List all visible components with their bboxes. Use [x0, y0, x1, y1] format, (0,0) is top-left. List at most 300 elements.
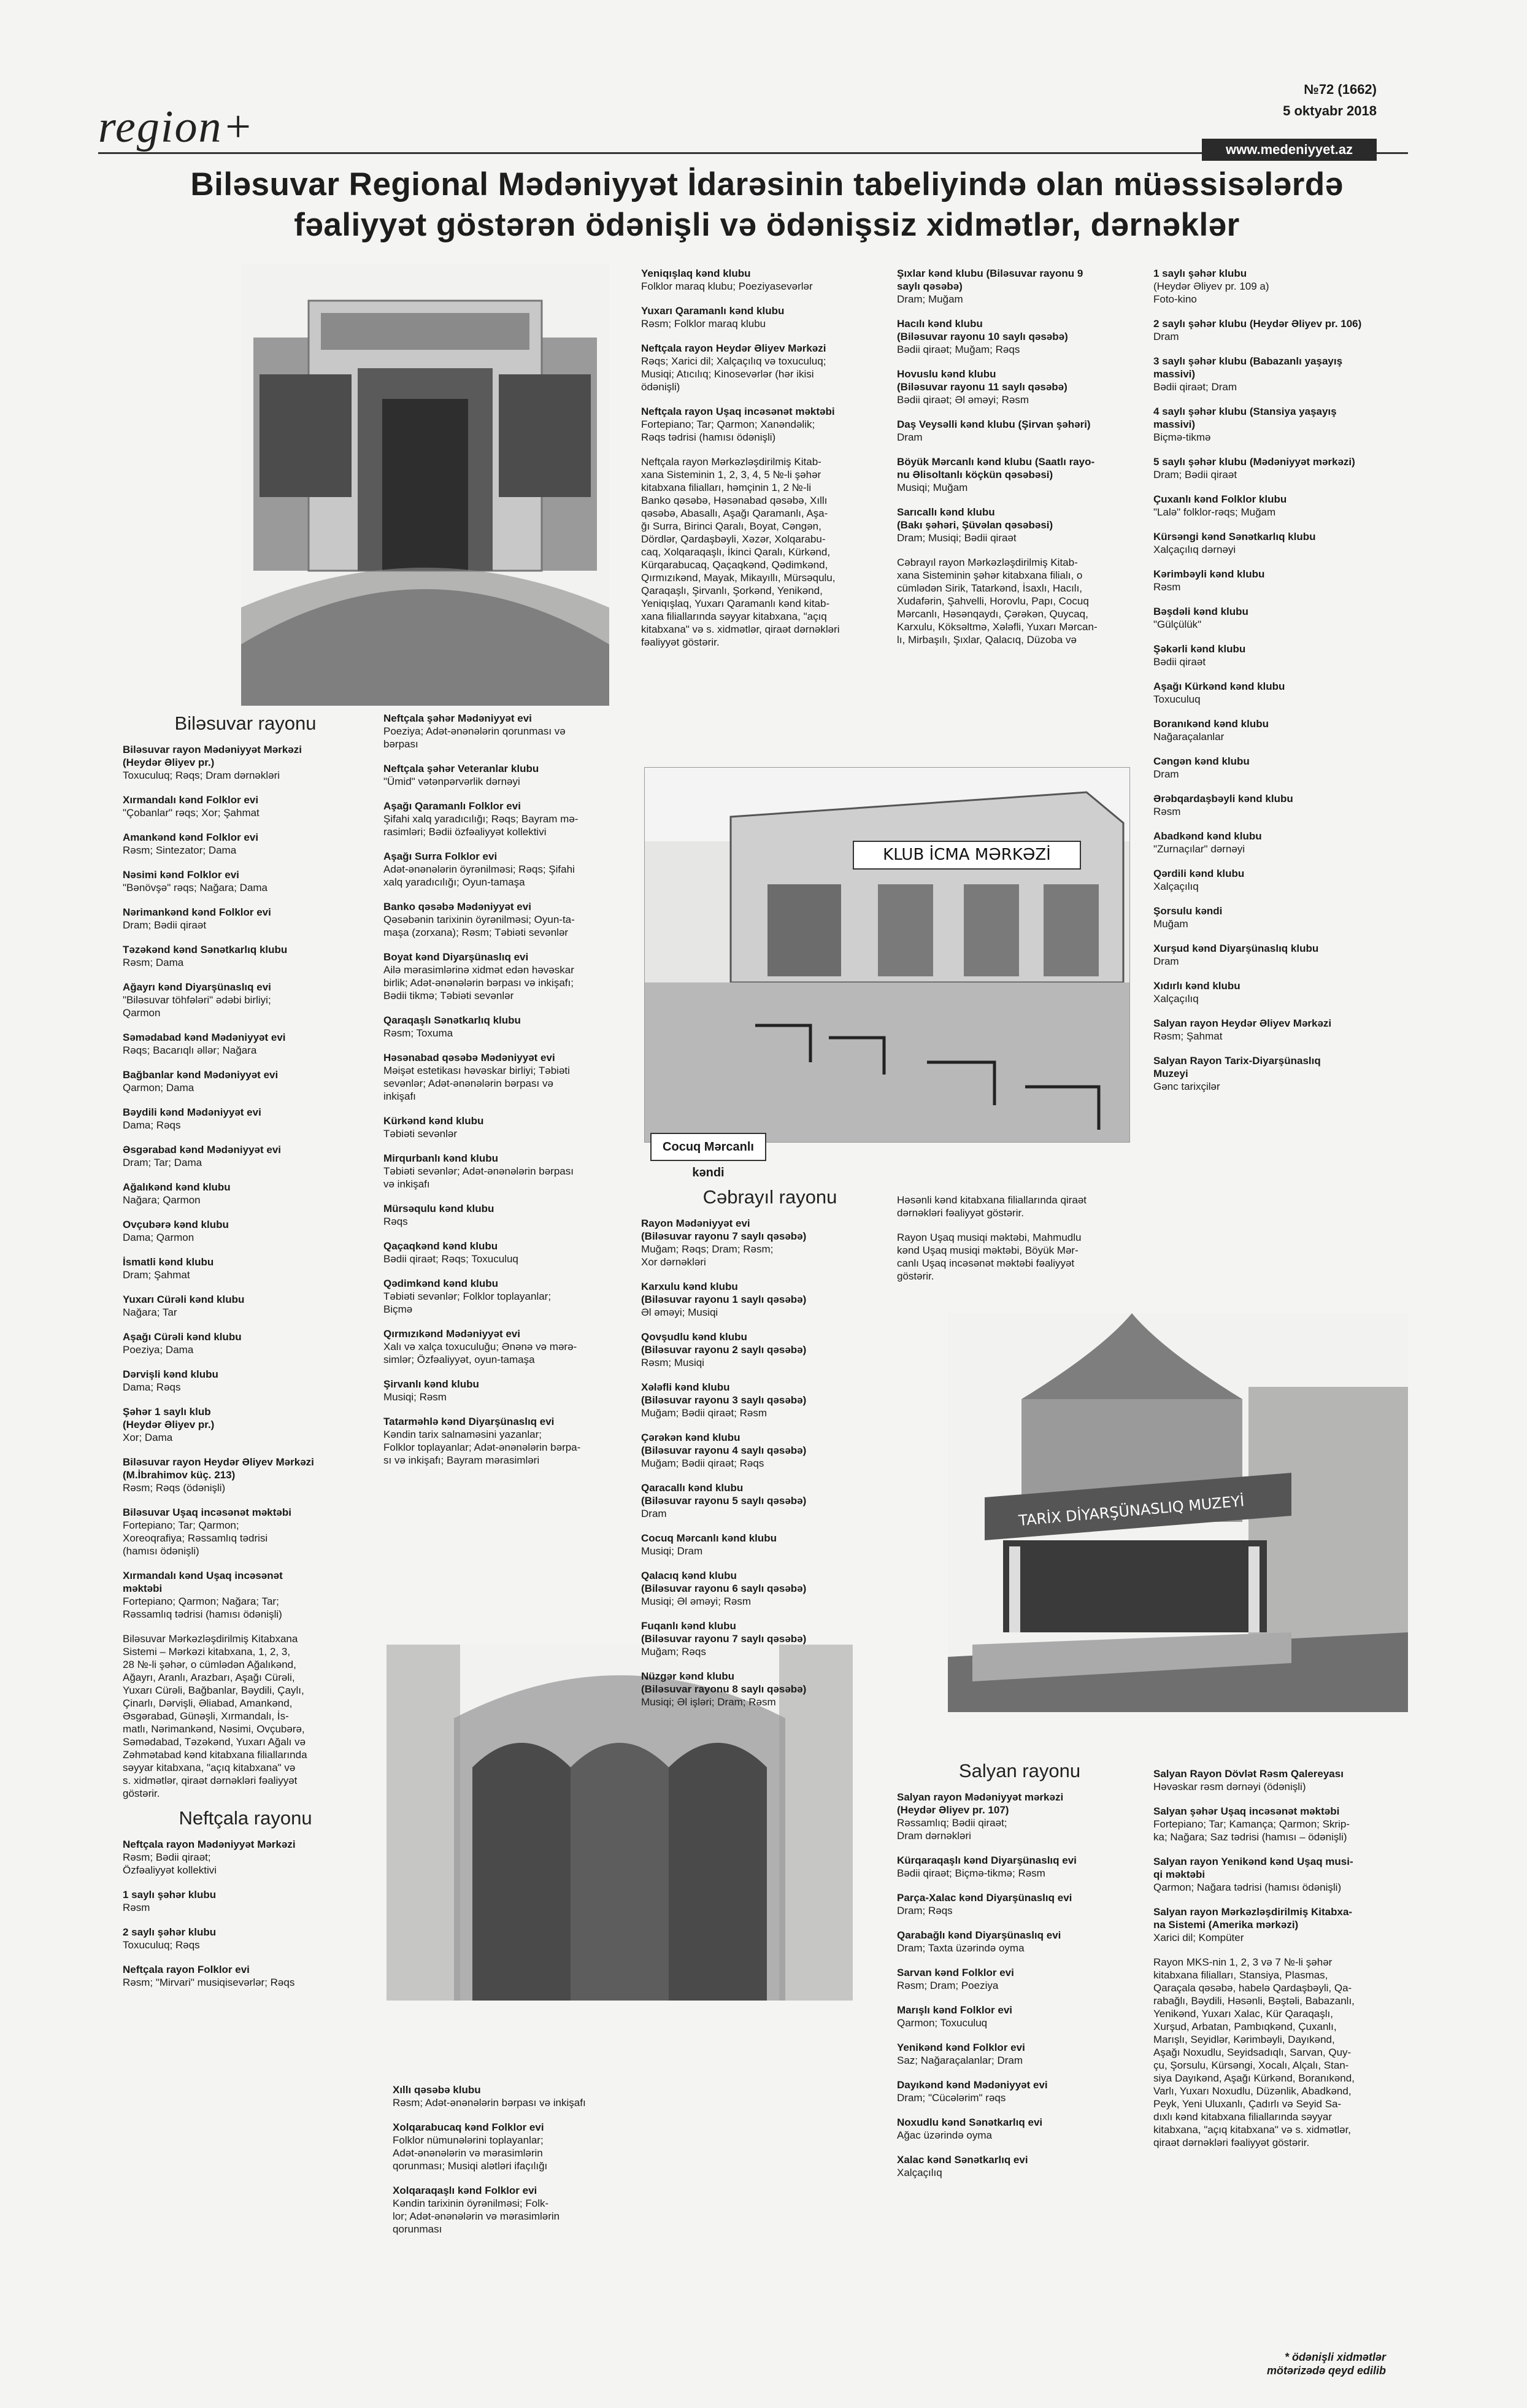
list-item	[383, 712, 629, 751]
website-badge[interactable]: www.medeniyyet.az	[1202, 139, 1377, 161]
list-item	[641, 304, 899, 330]
item-title: 1 saylı şəhər klubu	[1153, 268, 1247, 279]
list-item	[383, 850, 629, 889]
item-title: Xırmandalı kənd Folklor evi	[123, 794, 259, 806]
list-item	[123, 1068, 368, 1094]
item-description: Təbiəti sevənlər; Adət-ənənələrin bərpası və inkişafı	[383, 1165, 574, 1190]
item-description: Qarmon; Toxuculuq	[897, 2017, 988, 2029]
item-title: Neftçala rayon Uşaq incəsənət məktəbi	[641, 406, 835, 417]
item-title: Nəsimi kənd Folklor evi	[123, 869, 239, 881]
list-item	[897, 1854, 1142, 1880]
item-title: Amankənd kənd Folklor evi	[123, 832, 259, 843]
item-title: Xalac kənd Sənətkarlıq evi	[897, 2154, 1028, 2166]
list-item	[123, 1405, 368, 1444]
item-title: Noxudlu kənd Sənətkarlıq evi	[897, 2117, 1043, 2128]
item-title: Salyan şəhər Uşaq incəsənət məktəbi	[1153, 1805, 1340, 1817]
item-description: "Zurnaçılar" dərnəyi	[1153, 843, 1245, 855]
item-title: Şirvanlı kənd klubu	[383, 1378, 479, 1390]
section-heading-cebrayil: Cəbrayıl rayonu	[702, 1186, 837, 1208]
item-title: Xələfli kənd klubu (Biləsuvar rayonu 3 saylı qəsəbə)	[641, 1381, 807, 1406]
list-item	[641, 1431, 899, 1470]
item-title: Qaracallı kənd klubu (Biləsuvar rayonu 5 saylı qəsəbə)	[641, 1482, 807, 1507]
item-title: Qaçaqkənd kənd klubu	[383, 1240, 498, 1252]
footnote-line-1: * ödənişli xidmətlər	[1284, 2351, 1386, 2363]
item-title: 3 saylı şəhər klubu (Babazanlı yaşayış massivi)	[1153, 355, 1343, 380]
list-item	[383, 1277, 629, 1316]
list-item	[383, 762, 629, 788]
list-item	[641, 405, 899, 444]
item-description: Rəsm	[123, 1902, 150, 1913]
item-description: Rəsm; Toxuma	[383, 1027, 453, 1039]
list-item	[383, 951, 629, 1002]
item-description: Dama; Rəqs	[123, 1381, 181, 1393]
item-description: Rəsm	[1153, 806, 1181, 817]
list-item	[641, 1381, 899, 1419]
item-title: Xolqarabucaq kənd Folklor evi	[393, 2121, 544, 2133]
item-title: Ağayrı kənd Diyarşünaslıq evi	[123, 981, 271, 993]
list-item	[383, 900, 629, 939]
item-title: Bağbanlar kənd Mədəniyyət evi	[123, 1069, 279, 1081]
item-title: 2 saylı şəhər klubu (Heydər Əliyev pr. 106)	[1153, 318, 1362, 330]
item-title: Çuxanlı kənd Folklor klubu	[1153, 493, 1287, 505]
item-description: Toxuculuq; Rəqs	[123, 1939, 200, 1951]
item-title: Karxulu kənd klubu (Biləsuvar rayonu 1 saylı qəsəbə)	[641, 1281, 807, 1305]
item-description: Məişət estetikası həvəskar birliyi; Təbiəti sevənlər; Adət-ənənələrin bərpası və inkişafı	[383, 1065, 570, 1102]
item-description: Rəsm; Dram; Poeziya	[897, 1980, 999, 1991]
item-title: Yuxarı Qaramanlı kənd klubu	[641, 305, 785, 317]
issue-number: №72 (1662)	[1304, 82, 1377, 97]
museum-sign-text: TARİX DİYARŞÜNASLIQ MUZEYİ	[1018, 1492, 1245, 1530]
item-title: Kürkənd kənd klubu	[383, 1115, 484, 1127]
list-item	[897, 418, 1142, 444]
list-item	[383, 800, 629, 838]
column-bilesuvar	[123, 712, 368, 2001]
library-paragraph: Biləsuvar Mərkəzləşdirilmiş Kitabxana Sistemi – Mərkəzi kitabxana, 1, 2, 3, 28 №-li şəhər, o cümlədən Ağalıkənd, Ağayrı, Aranlı, Arazbarı, Aşağı Cürəli, Yuxarı Cürəli, Bağbanlar, Bəydili, Çaylı, Çinarlı, Dərvişli, Əliabad, Amankənd, Əsgərabad, Günəşli, Xırmandalı, İs- matlı, Nərimankənd, Nəsimi, Ovçubərə, Səmədabad, Təzəkənd, Yuxarı Ağalı və Zəhmətabad kənd kitabxana filiallarında səyyar kitabxana, "açıq kitabxana" və s. xidmətlər, qiraət dərnəkləri fəaliyyət göstərir.	[123, 1633, 307, 1799]
item-title: Boranıkənd kənd klubu	[1153, 718, 1269, 730]
list-item	[641, 1532, 899, 1557]
item-title: Xırmandalı kənd Uşaq incəsənət məktəbi	[123, 1570, 283, 1594]
item-title: Salyan rayon Heydər Əliyev Mərkəzi	[1153, 1017, 1332, 1029]
list-item	[1153, 1767, 1411, 1793]
list-item	[123, 1031, 368, 1057]
headline-line-1: Biləsuvar Regional Mədəniyyət İdarəsinin tabeliyində olan müəssisələrdə	[190, 166, 1344, 203]
item-title: İsmatli kənd klubu	[123, 1256, 214, 1268]
item-title: Xıdırlı kənd klubu	[1153, 980, 1240, 992]
item-title: Qərdili kənd klubu	[1153, 868, 1245, 879]
list-item	[641, 1217, 899, 1268]
list-item	[1153, 405, 1411, 444]
list-item	[897, 455, 1142, 494]
building-photo	[241, 264, 609, 706]
list-item	[897, 2004, 1142, 2029]
list-item	[1153, 643, 1411, 668]
list-item	[897, 2116, 1142, 2142]
item-description: Musiqi; Dram	[641, 1545, 703, 1557]
item-title: Dərvişli kənd klubu	[123, 1368, 218, 1380]
section-heading-neftcala: Neftçala rayonu	[179, 1807, 312, 1829]
item-description: Folklor maraq klubu; Poeziyasevərlər	[641, 280, 813, 292]
item-description: Rəsm; Musiqi	[641, 1357, 704, 1368]
list-item	[1153, 905, 1411, 930]
item-description: Dama; Qarmon	[123, 1232, 194, 1243]
item-description: Rəqs; Xarici dil; Xalçaçılıq və toxuculuq; Musiqi; Atıcılıq; Kinosevərlər (hər ikisi ödənişli)	[641, 355, 826, 393]
list-item	[123, 1330, 368, 1356]
section-heading-salyan: Salyan rayonu	[958, 1760, 1081, 1781]
list-item	[393, 2083, 638, 2109]
list-item	[123, 793, 368, 819]
item-description: Rəsm; Bədii qiraət; Özfəaliyyət kollektivi	[123, 1851, 217, 1876]
item-title: Daş Veysəlli kənd klubu (Şirvan şəhəri)	[897, 419, 1091, 430]
item-description: Musiqi; Muğam	[897, 482, 968, 493]
item-description: Rəsm; Sintezator; Dama	[123, 844, 237, 856]
item-description: Rəssamlıq; Bədii qiraət; Dram dərnəkləri	[897, 1817, 1007, 1842]
item-description: "Biləsuvar töhfələri" ədəbi birliyi; Qarmon	[123, 994, 271, 1019]
item-title: Böyük Mərcanlı kənd klubu (Saatlı rayo- nu Əlisoltanlı köçkün qəsəbəsi)	[897, 456, 1095, 480]
item-description: Rəsm; Folklor maraq klubu	[641, 318, 766, 330]
region-logo: region+	[98, 102, 255, 152]
item-title: Yeniqışlaq kənd klubu	[641, 268, 751, 279]
item-description: Ağac üzərində oyma	[897, 2129, 992, 2141]
item-description: Qarmon; Nağara tədrisi (hamısı ödənişli)	[1153, 1881, 1342, 1893]
list-item	[897, 267, 1142, 306]
page-headline	[123, 164, 1411, 245]
item-description: Ailə mərasimlərinə xidmət edən həvəskar birlik; Adət-ənənələrin bərpası və inkişafı; Bədii tikmə; Təbiəti sevənlər	[383, 964, 574, 1001]
item-title: Əsgərabad kənd Mədəniyyət evi	[123, 1144, 281, 1156]
list-item	[1153, 1017, 1411, 1043]
item-description: Bədii qiraət; Muğam; Rəqs	[897, 344, 1020, 355]
footnote-line-2: mötərizədə qeyd edilib	[1266, 2364, 1386, 2377]
item-description: Muğam; Rəqs; Dram; Rəsm; Xor dərnəkləri	[641, 1243, 774, 1268]
list-item	[123, 868, 368, 894]
museum-photo	[948, 1313, 1408, 1712]
footnote	[1267, 2350, 1386, 2377]
item-description: Bədii qiraət; Əl əməyi; Rəsm	[897, 394, 1029, 406]
item-title: Xolqaraqaşlı kənd Folklor evi	[393, 2185, 537, 2196]
item-title: Aşağı Cürəli kənd klubu	[123, 1331, 242, 1343]
item-title: Səmədabad kənd Mədəniyyət evi	[123, 1032, 286, 1043]
list-item	[641, 1670, 899, 1708]
item-title: Yuxarı Cürəli kənd klubu	[123, 1294, 245, 1305]
list-item	[123, 1926, 368, 1951]
list-item	[123, 1106, 368, 1132]
list-item	[383, 1202, 629, 1228]
item-description: Dram; Taxta üzərində oyma	[897, 1942, 1025, 1954]
list-item	[1153, 355, 1411, 393]
item-title: Parça-Xalac kənd Diyarşünaslıq evi	[897, 1892, 1072, 1904]
list-item	[383, 1415, 629, 1467]
section-heading-bilesuvar: Biləsuvar rayonu	[174, 712, 317, 734]
list-item	[1153, 1905, 1411, 1944]
item-description: Xalçaçılıq	[897, 2167, 942, 2178]
item-title: Bəydili kənd Mədəniyyət evi	[123, 1106, 261, 1118]
item-description: Şifahi xalq yaradıcılığı; Rəqs; Bayram mə- rasimləri; Bədii özfəaliyyət kollektivi	[383, 813, 579, 838]
item-description: Bədii qiraət	[1153, 656, 1206, 668]
list-item	[383, 1240, 629, 1265]
item-description: Dram; Rəqs	[897, 1905, 953, 1916]
cebrayil-library-paragraph-2: Həsənli kənd kitabxana filiallarında qiraət dərnəkləri fəaliyyət göstərir.	[897, 1194, 1087, 1219]
list-item	[897, 2041, 1142, 2067]
list-item	[897, 1966, 1142, 1992]
list-item	[897, 506, 1142, 544]
item-title: Aşağı Surra Folklor evi	[383, 851, 498, 862]
item-title: Aşağı Kürkənd kənd klubu	[1153, 681, 1285, 692]
item-title: Şəkərli kənd klubu	[1153, 643, 1246, 655]
column-salyan-3	[1153, 1767, 1411, 2161]
item-title: Kürsəngi kənd Sənətkarlıq klubu	[1153, 531, 1316, 542]
item-description: Həvəskar rəsm dərnəyi (ödənişli)	[1153, 1781, 1306, 1792]
item-description: Dram; Musiqi; Bədii qiraət	[897, 532, 1017, 544]
item-description: Musiqi; Əl əməyi; Rəsm	[641, 1596, 752, 1607]
klub-illustration	[645, 768, 1129, 1142]
item-title: Qaraqaşlı Sənətkarlıq klubu	[383, 1014, 521, 1026]
item-description: Dram; Bədii qiraət	[1153, 469, 1237, 480]
item-title: Cəngən kənd klubu	[1153, 755, 1250, 767]
list-item	[1153, 267, 1411, 306]
item-title: Hovuslu kənd klubu (Biləsuvar rayonu 11 saylı qəsəbə)	[897, 368, 1067, 393]
item-title: Neftçala rayon Heydər Əliyev Mərkəzi	[641, 342, 826, 354]
item-description: (Heydər Əliyev pr. 109 a) Foto-kino	[1153, 280, 1269, 305]
cebrayil-library-paragraph: Cəbrayıl rayon Mərkəzləşdirilmiş Kitab- xana Sisteminin şəhər kitabxana filialı, o cümlədən Sirik, Tatarkənd, İsaxlı, Hacılı, Xudafərin, Şahvelli, Horovlu, Papı, Cocuq Mərcanlı, Həsənqaydı, Çərəkən, Quycaq, Karxulu, Köksəltmə, Xələfli, Yuxarı Mərcan- lı, Mirbaşılı, Şıxlar, Qalacıq, Düzoba və	[897, 557, 1098, 646]
list-item	[123, 1838, 368, 1877]
list-item	[641, 1280, 899, 1319]
item-title: Nərimankənd kənd Folklor evi	[123, 906, 271, 918]
column-neftcala	[383, 712, 629, 1478]
list-item	[123, 1963, 368, 1989]
item-title: Cocuq Mərcanlı kənd klubu	[641, 1532, 777, 1544]
item-description: Nağara; Tar	[123, 1306, 177, 1318]
list-item	[1153, 1855, 1411, 1894]
item-description: "Lalə" folklor-rəqs; Muğam	[1153, 506, 1276, 518]
item-description: Rəsm; Rəqs (ödənişli)	[123, 1482, 226, 1494]
list-item	[1153, 317, 1411, 343]
photo-caption: Cocuq Mərcanlı kəndi	[650, 1133, 766, 1161]
item-description: Muğam; Bədii qiraət; Rəsm	[641, 1407, 767, 1419]
item-title: Dayıkənd kənd Mədəniyyət evi	[897, 2079, 1048, 2091]
item-description: Bədii qiraət; Dram	[1153, 381, 1237, 393]
list-item	[383, 1327, 629, 1366]
item-description: Toxuculuq; Rəqs; Dram dərnəkləri	[123, 770, 280, 781]
item-description: "Bənövşə" rəqs; Nağara; Dama	[123, 882, 268, 893]
list-item	[1153, 942, 1411, 968]
building-illustration	[241, 264, 609, 706]
list-item	[1153, 830, 1411, 855]
item-title: 1 saylı şəhər klubu	[123, 1889, 217, 1901]
item-description: Nağaraçalanlar	[1153, 731, 1225, 743]
cebrayil-music-schools: Rayon Uşaq musiqi məktəbi, Mahmudlu kənd Uşaq musiqi məktəbi, Böyük Mər- canlı Uşaq incəsənət məktəbi fəaliyyət göstərir.	[897, 1232, 1082, 1282]
list-item	[123, 1218, 368, 1244]
item-title: Ərəbqardaşbəyli kənd klubu	[1153, 793, 1293, 805]
item-description: Musiqi; Rəsm	[383, 1391, 447, 1403]
list-item	[641, 342, 899, 393]
item-description: Dram; Tar; Dama	[123, 1157, 202, 1168]
item-description: Biçmə-tikmə	[1153, 431, 1211, 443]
list-item	[1153, 530, 1411, 556]
item-description: Dram	[1153, 331, 1179, 342]
item-description: Rəsm; Şahmat	[1153, 1030, 1223, 1042]
item-title: Biləsuvar rayon Heydər Əliyev Mərkəzi (M.İbrahimov küç. 213)	[123, 1456, 314, 1481]
item-description: Muğam; Rəqs	[641, 1646, 706, 1657]
list-item	[641, 1330, 899, 1369]
item-description: Rəsm; Dama	[123, 957, 184, 968]
item-description: Dama; Rəqs	[123, 1119, 181, 1131]
column-salyan-2	[1153, 267, 1411, 1105]
item-description: Adət-ənənələrin öyrənilməsi; Rəqs; Şifahi xalq yaradıcılığı; Oyun-tamaşa	[383, 863, 575, 888]
item-title: Qovşudlu kənd klubu (Biləsuvar rayonu 2 saylı qəsəbə)	[641, 1331, 807, 1356]
item-title: Neftçala şəhər Mədəniyyət evi	[383, 712, 532, 724]
museum-illustration	[948, 1313, 1408, 1712]
list-item	[641, 267, 899, 293]
item-description: Rəsm; Adət-ənənələrin bərpası və inkişafı	[393, 2097, 586, 2109]
list-item	[897, 2078, 1142, 2104]
item-description: Muğam	[1153, 918, 1188, 930]
item-description: Dram	[1153, 768, 1179, 780]
list-item	[383, 1378, 629, 1403]
item-title: Neftçala rayon Folklor evi	[123, 1964, 250, 1975]
salyan-library-paragraph: Rayon MKS-nin 1, 2, 3 və 7 №-li şəhər kitabxana filialları, Stansiya, Plasmas, Qaraçala qəsəbə, habelə Qardaşbəyli, Qa- rabağlı, Bəydili, Həsənli, Bəştəli, Babazanlı, Yenikənd, Yuxarı Xalac, Kür Qaraqaşlı, Xurşud, Arbatan, Pambıqkənd, Çuxanlı, Marışlı, Seyidlər, Kərimbəyli, Dayıkənd, Aşağı Noxudlu, Seyidsadıqlı, Sarvan, Quy- çu, Şorsulu, Kürsəngi, Xocalı, Alçalı, Stan- siya Dayıkənd, Aşağı Kürkənd, Boranıkənd, Varlı, Yuxarı Noxudlu, Düzənlik, Abadkənd, Peyk, Yeni Uluxanlı, Çadırlı və Seyid Sa- dıxlı kənd kitabxana filiallarında səyyar kitabxana, "açıq kitabxana" və s. xidmətlər, qiraət dərnəkləri fəaliyyət göstərir.	[1153, 1956, 1355, 2148]
list-item	[1153, 1805, 1411, 1843]
item-description: Kəndin tarix salnaməsini yazanlar; Folklor toplayanlar; Adət-ənənələrin bərpa- sı və inkişafı; Bayram mərasimləri	[383, 1429, 581, 1466]
list-item	[1153, 493, 1411, 519]
item-title: 5 saylı şəhər klubu (Mədəniyyət mərkəzi)	[1153, 456, 1355, 468]
list-item	[383, 1014, 629, 1040]
list-item	[1153, 680, 1411, 706]
item-description: "Ümid" vətənpərvərlik dərnəyi	[383, 776, 520, 787]
issue-info	[1283, 79, 1377, 122]
list-item	[123, 1368, 368, 1394]
item-description: Dram; "Cücələrim" rəqs	[897, 2092, 1006, 2104]
list-item	[123, 1569, 368, 1621]
item-title: Sarvan kənd Folklor evi	[897, 1967, 1014, 1978]
item-description: Təbiəti sevənlər	[383, 1128, 458, 1140]
column-cebrayil-3	[897, 1194, 1142, 1294]
list-item	[123, 1456, 368, 1494]
item-description: Rəqs; Bacarıqlı əllər; Nağara	[123, 1044, 257, 1056]
item-title: Xıllı qəsəbə klubu	[393, 2084, 481, 2096]
item-title: Nüzgər kənd klubu (Biləsuvar rayonu 8 saylı qəsəbə)	[641, 1670, 807, 1695]
item-title: 2 saylı şəhər klubu	[123, 1926, 217, 1938]
item-title: Qalacıq kənd klubu (Biləsuvar rayonu 6 saylı qəsəbə)	[641, 1570, 807, 1594]
item-title: Qarabağlı kənd Diyarşünaslıq evi	[897, 1929, 1061, 1941]
list-item	[123, 943, 368, 969]
list-item	[641, 1619, 899, 1658]
column-neftcala-2	[641, 267, 899, 660]
item-description: Musiqi; Əl işləri; Dram; Rəsm	[641, 1696, 776, 1708]
list-item	[123, 981, 368, 1019]
list-item	[383, 1152, 629, 1190]
item-description: Dram	[1153, 955, 1179, 967]
item-title: Ağalıkənd kənd klubu	[123, 1181, 231, 1193]
item-title: Xurşud kənd Diyarşünaslıq klubu	[1153, 943, 1319, 954]
item-title: Banko qəsəbə Mədəniyyət evi	[383, 901, 531, 913]
list-item	[123, 1181, 368, 1206]
item-title: Qırmızıkənd Mədəniyyət evi	[383, 1328, 520, 1340]
item-title: Aşağı Qaramanlı Folklor evi	[383, 800, 521, 812]
item-description: Xor; Dama	[123, 1432, 173, 1443]
item-description: Saz; Nağaraçalanlar; Dram	[897, 2055, 1023, 2066]
list-item	[1153, 568, 1411, 593]
list-item	[641, 1481, 899, 1520]
item-description: Toxuculuq	[1153, 693, 1201, 705]
item-description: Rəsm; "Mirvari" musiqisevərlər; Rəqs	[123, 1977, 295, 1988]
list-item	[641, 1569, 899, 1608]
klub-photo	[644, 767, 1130, 1143]
item-description: Fortepiano; Tar; Kamança; Qarmon; Skrip- ka; Nağara; Saz tədrisi (hamısı – ödənişli)	[1153, 1818, 1350, 1843]
item-description: Xarici dil; Kompüter	[1153, 1932, 1244, 1943]
item-title: Tatarməhlə kənd Diyarşünaslıq evi	[383, 1416, 555, 1427]
item-title: Salyan rayon Mərkəzləşdirilmiş Kitabxa- na Sistemi (Amerika mərkəzi)	[1153, 1906, 1353, 1931]
item-title: Salyan rayon Mədəniyyət mərkəzi (Heydər Əliyev pr. 107)	[897, 1791, 1064, 1816]
column-salyan	[897, 1760, 1142, 2191]
item-title: Şəhər 1 saylı klub (Heydər Əliyev pr.)	[123, 1406, 215, 1430]
column-neftcala-bottom	[393, 2083, 638, 2247]
list-item	[1153, 1054, 1411, 1093]
headline-line-2: fəaliyyət göstərən ödənişli və ödənişsiz xidmətlər, dərnəklər	[294, 207, 1240, 243]
issue-date: 5 oktyabr 2018	[1283, 103, 1377, 118]
list-item	[897, 1929, 1142, 1955]
column-cebrayil	[641, 1186, 899, 1720]
item-title: Həsənabad qəsəbə Mədəniyyət evi	[383, 1052, 555, 1063]
item-title: Sarıcallı kənd klubu (Bakı şəhəri, Şüvəlan qəsəbəsi)	[897, 506, 1053, 531]
list-item	[1153, 792, 1411, 818]
item-title: Ovçubərə kənd klubu	[123, 1219, 229, 1230]
item-description: Xalçaçılıq	[1153, 881, 1199, 892]
list-item	[897, 317, 1142, 356]
list-item	[897, 1791, 1142, 1842]
item-description: Dram; Şahmat	[123, 1269, 190, 1281]
item-title: Fuqanlı kənd klubu (Biləsuvar rayonu 7 saylı qəsəbə)	[641, 1620, 807, 1645]
item-title: Qədimkənd kənd klubu	[383, 1278, 499, 1289]
item-description: Qarmon; Dama	[123, 1082, 194, 1094]
item-description: Gənc tarixçilər	[1153, 1081, 1220, 1092]
neftcala-library-paragraph: Neftçala rayon Mərkəzləşdirilmiş Kitab- xana Sisteminin 1, 2, 3, 4, 5 №-li şəhər kitabxana filialları, həmçinin 1, 2 №-li Banko qəsəbə, Həsənabad qəsəbə, Xıllı qəsəbə, Abasallı, Aşağı Qaramanlı, Aşa- ğı Surra, Birinci Qaralı, Boyat, Cəngən, Dördlər, Qardaşbəyli, Xəzər, Xolqarabu- caq, Xolqaraqaşlı, İkinci Qaralı, Kürkənd, Kürqarabucaq, Qaçaqkənd, Qədimkənd, Qırmızıkənd, Mayak, Mikayıllı, Mürsəqulu, Qaraqaşlı, Şirvanlı, Şorkənd, Yenikənd, Yeniqışlaq, Yuxarı Qaramanlı kənd kitab- xana filiallarında səyyar kitabxana, "açıq kitabxana" və s. xidmətlər, qiraət dərnəkləri fəaliyyət göstərir.	[641, 456, 840, 648]
item-description: Bədii qiraət; Biçmə-tikmə; Rəsm	[897, 1867, 1045, 1879]
item-description: Fortepiano; Tar; Qarmon; Xoreoqrafiya; Rəssamlıq tədrisi (hamısı ödənişli)	[123, 1519, 268, 1557]
item-title: 4 saylı şəhər klubu (Stansiya yaşayış massivi)	[1153, 406, 1337, 430]
item-description: Muğam; Bədii qiraət; Rəqs	[641, 1457, 764, 1469]
list-item	[1153, 867, 1411, 893]
item-title: Boyat kənd Diyarşünaslıq evi	[383, 951, 529, 963]
list-item	[123, 1506, 368, 1557]
klub-sign-text: KLUB İCMA MƏRKƏZİ	[883, 846, 1051, 864]
item-description: Xalçaçılıq	[1153, 993, 1199, 1005]
list-item	[123, 831, 368, 857]
item-title: Salyan Rayon Tarix-Diyarşünaslıq Muzeyi	[1153, 1055, 1321, 1079]
item-title: Salyan Rayon Dövlət Rəsm Qalereyası	[1153, 1768, 1344, 1780]
item-description: Rəsm	[1153, 581, 1181, 593]
list-item	[383, 1051, 629, 1103]
item-description: Nağara; Qarmon	[123, 1194, 201, 1206]
item-title: Şorsulu kəndi	[1153, 905, 1223, 917]
list-item	[383, 1114, 629, 1140]
list-item	[1153, 755, 1411, 781]
item-description: Folklor nümunələrini toplayanlar; Adət-ənənələrin və mərasimlərin qorunması; Musiqi alətləri ifaçılığı	[393, 2134, 548, 2172]
item-title: Təzəkənd kənd Sənətkarlıq klubu	[123, 944, 288, 955]
item-title: Kərimbəyli kənd klubu	[1153, 568, 1265, 580]
item-description: Qəsəbənin tarixinin öyrənilməsi; Oyun-ta- maşa (zorxana); Rəsm; Təbiəti sevənlər	[383, 914, 575, 938]
item-title: Şıxlar kənd klubu (Biləsuvar rayonu 9 saylı qəsəbə)	[897, 268, 1083, 292]
list-item	[1153, 979, 1411, 1005]
item-title: Mürsəqulu kənd klubu	[383, 1203, 494, 1214]
item-description: "Çobanlar" rəqs; Xor; Şahmat	[123, 807, 260, 819]
item-description: Poeziya; Adət-ənənələrin qorunması və bərpası	[383, 725, 566, 750]
item-description: Əl əməyi; Musiqi	[641, 1306, 718, 1318]
item-title: Abadkənd kənd klubu	[1153, 830, 1262, 842]
item-description: Rəqs	[383, 1216, 408, 1227]
column-cebrayil-2	[897, 267, 1142, 658]
item-title: Rayon Mədəniyyət evi (Biləsuvar rayonu 7 saylı qəsəbə)	[641, 1218, 807, 1242]
item-description: Təbiəti sevənlər; Folklor toplayanlar; Biçmə	[383, 1291, 552, 1315]
item-title: Çərəkən kənd klubu (Biləsuvar rayonu 4 saylı qəsəbə)	[641, 1432, 807, 1456]
